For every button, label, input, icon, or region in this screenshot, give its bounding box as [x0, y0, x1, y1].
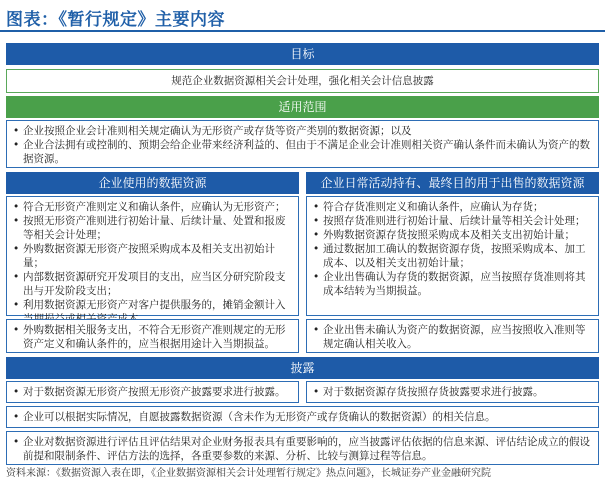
list-item: • 内部数据资源研究开发项目的支出，应当区分研究阶段支出与开发阶段支出；	[13, 270, 293, 298]
right-extra-box	[306, 319, 599, 353]
scope-item: • 企业按照企业会计准则相关规定确认为无形资产或存货等资产类别的数据资源；以及	[13, 124, 593, 138]
disclosure-voluntary-box	[6, 406, 599, 428]
list-item: • 企业对数据资源进行评估且评估结果对企业财务报表具有重要影响的，应当披露评估依据的信息来源、评估结论成立的假设前提和限制条件、评估方法的选择，各重要参数的来源、分析、比较与测算过程等信息。	[13, 435, 593, 463]
list-item: • 对于数据资源无形资产按照无形资产披露要求进行披露。	[13, 385, 293, 399]
list-item: • 企业可以根据实际情况，自愿披露数据资源（含未作为无形资产或存货确认的数据资源）的相关信息。	[13, 410, 593, 424]
disclosure-right-box	[306, 381, 599, 403]
left-header: 企业使用的数据资源	[6, 172, 299, 194]
left-box	[6, 196, 299, 316]
goal-header: 目标	[6, 43, 599, 65]
list-item: • 外购数据相关服务支出，不符合无形资产准则规定的无形资产定义和确认条件的，应当根据用途计入当期损益。	[13, 323, 293, 351]
list-item: • 外购数据资源无形资产按照采购成本及相关支出初始计量；	[13, 242, 293, 270]
page-title: 图表：《暂行规定》主要内容	[6, 10, 225, 30]
disclosure-left-box	[6, 381, 299, 403]
list-item: • 企业出售确认为存货的数据资源，应当按照存货准则将其成本结转为当期损益。	[313, 270, 593, 298]
list-item: • 按照存货准则进行初始计量、后续计量等相关会计处理；	[313, 214, 593, 228]
scope-item: • 企业合法拥有或控制的、预期会给企业带来经济利益的、但由于不满足企业会计准则相关资产确认条件而未确认为资产的数据资源。	[13, 138, 593, 166]
list-item: • 企业出售未确认为资产的数据资源，应当按照收入准则等规定确认相关收入。	[313, 323, 593, 351]
scope-box	[6, 120, 599, 168]
left-extra-box	[6, 319, 299, 353]
title-divider	[0, 30, 605, 32]
list-item: • 利用数据资源无形资产对客户提供服务的，摊销金额计入	[13, 298, 293, 326]
scope-header: 适用范围	[6, 96, 599, 118]
list-item: • 按照无形资产准则进行初始计量、后续计量、处置和报废等相关会计处理；	[13, 214, 293, 242]
list-item: • 符合无形资产准则定义和确认条件，应确认为无形资产；	[13, 200, 293, 214]
list-item: • 对于数据资源存货按照存货披露要求进行披露。	[313, 385, 593, 399]
disclosure-evaluation-box	[6, 431, 599, 465]
right-header: 企业日常活动持有、最终目的用于出售的数据资源	[306, 172, 599, 194]
list-item: • 符合存货准则定义和确认条件，应确认为存货；	[313, 200, 593, 214]
source-note: 资料来源：《数据资源入表在即，《企业数据资源相关会计处理暂行规定》热点问题》，长城证券产业金融研究院	[6, 468, 491, 479]
list-item: • 通过数据加工确认的数据资源存货，按照采购成本、加工成本、以及相关支出初始计量；	[313, 242, 593, 270]
right-box	[306, 196, 599, 316]
list-item: • 外购数据资源存货按照采购成本及相关支出初始计量；	[313, 228, 593, 242]
disclosure-header: 披露	[6, 357, 599, 379]
goal-text: 规范企业数据资源相关会计处理，强化相关会计信息披露	[6, 69, 599, 93]
